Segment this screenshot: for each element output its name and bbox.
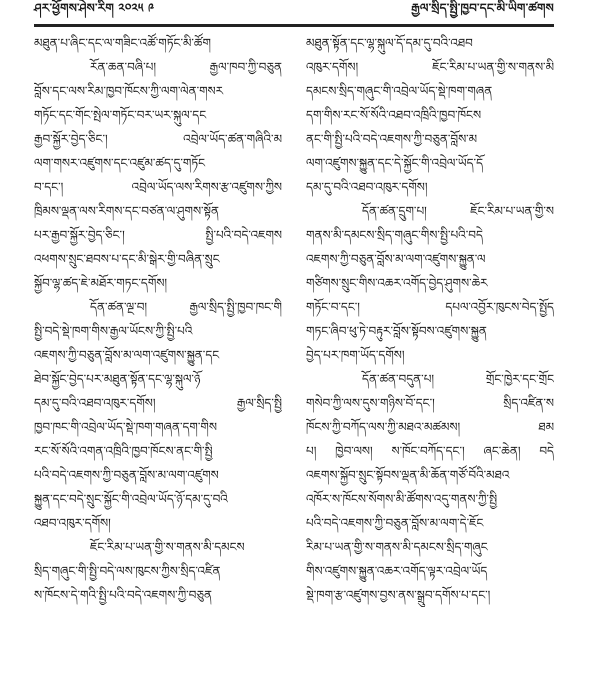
text-line: རྒྱབ་སྐྱོར་བྱེད་ཅིང་། འབྲེལ་ཡོད་ཚན་གཞིའི་མ (34, 132, 282, 146)
text-line: དམངས་སྲིད་གཞུང་གི་འབྲེལ་ཡོད་སྡེ་ཁག་གཞན (306, 84, 493, 98)
text-line: དོན་ཚན་ལྔ་བ། རྒྱལ་སྲིད་སྤྱི་ཁྱབ་ཁང་གི (90, 300, 282, 314)
right-column (306, 31, 554, 607)
text-line: རོན་ཆན་བཞི་པ། རྒྱལ་ཁབ་ཀྱི་བཅུན (90, 60, 282, 74)
text-line: གཏང་ཞིབ་ཕུ་ཏེ་བརྟུར་བློས་སྟོབས་འཛུགས་སྐྱུན (306, 324, 487, 338)
text-line: སྤྱི་བདེ་སྡེ་ཁག་གིས་རྒྱལ་ཡོངས་ཀྱི་སྤྱི་པའི (34, 324, 193, 338)
text-line: འཁོར་ས་ཁོངས་སོགས་མི་ཚོགས་འདུ་གནས་ཀྱི་སྤྱི (306, 492, 498, 506)
text-line: སྐྱུན་དང་བདེ་སྲུང་སྐྱོང་གི་འབྲེལ་ཡོད་ཉོ་དམ་དུ་བའི (34, 492, 228, 506)
text-line: བྱེད་པར་ཁག་ཡོད་དགོས། (306, 348, 405, 362)
text-line: དག་གིས་རང་སོ་སོའི་འཐབ་འཁྲིའི་ཁྱབ་ཁོངས (306, 108, 482, 122)
text-line: འཇགས་ཀྱི་བཅུན་བློས་མ་ལག་འཛུགས་སྐྱུན་དང (34, 348, 220, 362)
text-line: རང་སོ་སོའི་འགན་འཁྲིའི་ཁྱབ་ཁོངས་ནང་གི་སྤྱི (34, 444, 213, 458)
text-line: ལག་འཛུགས་སྐྱུན་དང་དེ་སྐྱོང་གི་འབྲེལ་ཡོད་དོ (306, 156, 484, 170)
text-line: སྡེ་ཁག་རྩ་འཛུགས་བྱས་ནས་སྒྲུབ་དགོས་པ་དང་། (306, 588, 491, 602)
text-line: པའི་བདེ་འཇགས་ཀྱི་བཅུན་བློས་མ་ལག་འཛུགས (34, 468, 219, 482)
text-line: སྐྱོབ་ལྷ་ཚད་ཇེ་མཐོར་གཏང་དགོས། (34, 276, 168, 290)
journal-title: ཤར་ཕྱོགས་ཤེས་རིག ༢༠༢༥ ༩ (34, 1, 155, 15)
text-line: ལག་གསར་འཛུགས་དང་འཛུམ་ཚད་དུ་གཏོང (34, 156, 206, 170)
text-line: བ་དང་། འབྲེལ་ཡོད་ལས་རིགས་རྩ་འཛུགས་ཀྱིས (34, 180, 282, 194)
text-line: པ། ཁྱེབ་ལས། ས་ཁོང་བཀོད་དང་། ཞང་ཆེན། བདེ (306, 444, 554, 458)
left-column (34, 31, 282, 607)
text-line: གིས་འཛུགས་སྐྱུན་འཆར་འགོད་ལྟར་འབྲེལ་ཡོད (306, 564, 488, 578)
text-line: རིམ་པ་ཡན་གྱི་ས་གནས་མི་དམངས་སྲིད་གཞུང (306, 540, 488, 554)
text-line: འཇགས་སྐྱོབ་སྲུང་སྟོབས་ལྡན་མི་ཆོན་གཙོ་བོའི་མཐའ (306, 468, 510, 482)
section-title: རྒྱལ་སྲིད་སྤྱི་ཁྱབ་དང་མི་ཡིག་ཚགས (411, 1, 554, 15)
text-line: པའི་བདེ་འཇགས་ཀྱི་བཅུན་བློས་མ་ལག་དེ་ཇོང (306, 516, 484, 530)
text-line: འཕགས་སྲུང་ཐབས་པ་དང་མི་སྒེར་གྱི་བཞིན་སྲུང (34, 252, 220, 266)
text-line: བློས་དང་ལས་རིམ་ཁྱབ་ཁོངས་ཀྱི་ལག་ལེན་གསར (34, 84, 224, 98)
header-rule (34, 24, 554, 27)
text-line: གནས་མི་དམངས་སྲིད་གཞུང་གིས་སྤྱི་པའི་བདེ (306, 228, 483, 242)
text-line: གསེབ་ཀྱི་ལས་དུས་གཉིས་བོ་དང་། སྲིད་འཛིན་ས (306, 396, 554, 410)
text-line: སྲིད་གཞུང་གི་སྤྱི་བདེ་ལས་ཁུངས་ཀྱིས་སྲིད་འཛིན (34, 564, 221, 578)
text-line: དོན་ཚན་དྲུག་པ། ཇོང་རིམ་པ་ཡན་གྱི་ས (362, 204, 554, 218)
text-line: ས་ཁོངས་དེ་གའི་སྤྱི་པའི་བདེ་འཇགས་ཀྱི་བཅུན (34, 588, 212, 602)
text-line: གཏོང་དང་གོང་སྤེལ་གཏོང་བར་ཡར་སྐུལ་དང (34, 108, 207, 122)
text-line: འཁུར་དགོས། ཇོང་རིམ་པ་ཡན་གྱི་ས་གནས་མི (306, 60, 554, 74)
text-line: གཙིགས་སྲུང་གིས་འཆར་འགོད་བྱེད་ཤུགས་ཆེར (306, 276, 488, 290)
text-line: ཁྲིམས་ལྡན་ལས་རིགས་དང་བཙན་ལ་ཤུགས་སྟོན (34, 204, 220, 218)
text-line: མཐུན་པ་ཞིང་དང་ལ་གཟིང་འཚོ་གཏོང་མི་ཚོག (34, 36, 211, 50)
text-line: པར་རྒྱབ་སྐྱོར་བྱེད་ཅིང་། སྤྱི་པའི་བདེ་འཇགས (34, 228, 282, 242)
text-line: ནང་གི་སྤྱི་པའི་བདེ་འཇགས་ཀྱི་བཅུན་བློས་མ (306, 132, 478, 146)
text-line: འཇགས་ཀྱི་བཅུན་བློས་མ་ལག་འཛུགས་སྐྱུན་ལ (306, 252, 486, 266)
page-header (34, 0, 554, 24)
text-line: ཇོང་རིམ་པ་ཡན་གྱི་ས་གནས་མི་དམངས (90, 540, 245, 554)
text-line: ཁོངས་ཀྱི་བཀོད་ལས་ཀྱི་མཐའ་མཚམས། ཐམ (306, 420, 554, 434)
text-line: གཏོང་བ་དང་། དཔལ་འབྱོར་ཁུངས་བེད་སྤྱོད (306, 300, 554, 314)
text-line: དོན་ཚན་བདུན་པ། གྲོང་ཁྱེར་དང་གྲོང (362, 372, 554, 386)
text-line: ཁྱབ་ཁང་གི་འབྲེལ་ཡོད་སྡེ་ཁག་གཞན་དག་གིས (34, 420, 217, 434)
text-line: མཐུན་སྟོན་དང་ལྷ་སྐུལ་དོ་དམ་དུ་བའི་འཐབ (306, 36, 473, 50)
text-line: དམ་དུ་བའི་འཐབ་འཁུར་དགོས། (306, 180, 428, 194)
text-line: དམ་དུ་བའི་འཐབ་འཁུར་དགོས། རྒྱལ་སྲིད་སྤྱི (34, 396, 282, 410)
text-line: འཐབ་འཁུར་དགོས། (34, 516, 111, 530)
text-line: ཐེབ་སྐྱོང་བྱེད་པར་མཐུན་སྟོན་དང་ལྷ་སྐུལ་ཉོ (34, 372, 201, 386)
